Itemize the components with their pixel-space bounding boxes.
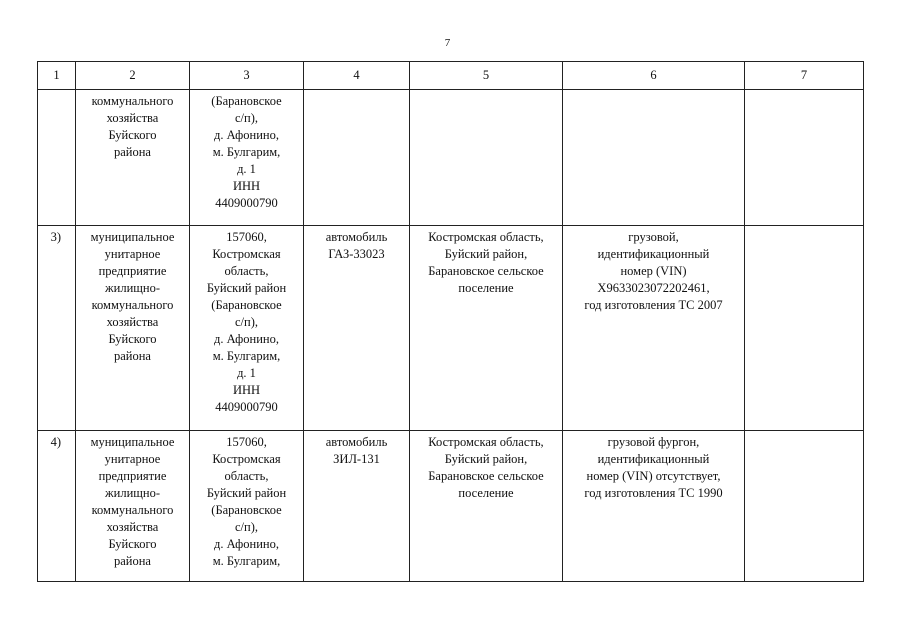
owner-cell bbox=[76, 90, 190, 226]
header-cell: 4 bbox=[304, 62, 410, 90]
header-cell: 7 bbox=[745, 62, 864, 90]
description-cell bbox=[563, 226, 745, 431]
row-number-cell bbox=[38, 226, 76, 431]
location-cell bbox=[410, 90, 563, 226]
cell-text: коммунального хозяйства Буйского района bbox=[91, 94, 174, 159]
cell-text: 4) bbox=[50, 435, 61, 449]
address-cell bbox=[190, 90, 304, 226]
location-cell bbox=[410, 431, 563, 582]
cell-text: муниципальное унитарное предприятие жилищно- коммунального хозяйства Буйского района bbox=[90, 230, 175, 363]
vehicle-cell bbox=[304, 90, 410, 226]
cell-text: (Барановское с/п), д. Афонино, м. Булгарим, д. 1 ИНН 4409000790 bbox=[211, 94, 282, 210]
cell-text: 157060, Костромская область, Буйский район (Барановское с/п), д. Афонино, м. Булгарим, д. 1 ИНН 4409000790 bbox=[206, 230, 287, 414]
notes-cell bbox=[745, 90, 864, 226]
cell-text: 3) bbox=[50, 230, 61, 244]
cell-text: Костромская область, Буйский район, Барановское сельское поселение bbox=[428, 435, 544, 500]
table-header-row bbox=[38, 62, 864, 90]
header-cell: 1 bbox=[38, 62, 76, 90]
address-cell bbox=[190, 226, 304, 431]
notes-cell bbox=[745, 431, 864, 582]
cell-text: грузовой, идентификационный номер (VIN) X9633023072202461, год изготовления ТС 2007 bbox=[584, 230, 723, 312]
cell-text: автомобиль ГАЗ-33023 bbox=[325, 230, 388, 261]
address-cell bbox=[190, 431, 304, 582]
header-cell: 5 bbox=[410, 62, 563, 90]
description-cell bbox=[563, 431, 745, 582]
vehicle-cell bbox=[304, 226, 410, 431]
cell-text: 157060, Костромская область, Буйский район (Барановское с/п), д. Афонино, м. Булгарим, bbox=[206, 435, 287, 568]
cell-text: муниципальное унитарное предприятие жилищно- коммунального хозяйства Буйского района bbox=[90, 435, 175, 568]
description-cell bbox=[563, 90, 745, 226]
page-number: 7 bbox=[444, 37, 451, 49]
header-cell: 6 bbox=[563, 62, 745, 90]
owner-cell bbox=[76, 431, 190, 582]
header-cell: 2 bbox=[76, 62, 190, 90]
table-row bbox=[38, 226, 864, 431]
vehicle-table bbox=[37, 61, 864, 582]
cell-text: автомобиль ЗИЛ-131 bbox=[325, 435, 388, 466]
vehicle-cell bbox=[304, 431, 410, 582]
notes-cell bbox=[745, 226, 864, 431]
cell-text: грузовой фургон, идентификационный номер (VIN) отсутствует, год изготовления ТС 1990 bbox=[584, 435, 723, 500]
cell-text: Костромская область, Буйский район, Барановское сельское поселение bbox=[428, 230, 544, 295]
header-cell: 3 bbox=[190, 62, 304, 90]
table-row bbox=[38, 90, 864, 226]
row-number-cell bbox=[38, 90, 76, 226]
row-number-cell bbox=[38, 431, 76, 582]
table-row bbox=[38, 431, 864, 582]
owner-cell bbox=[76, 226, 190, 431]
location-cell bbox=[410, 226, 563, 431]
